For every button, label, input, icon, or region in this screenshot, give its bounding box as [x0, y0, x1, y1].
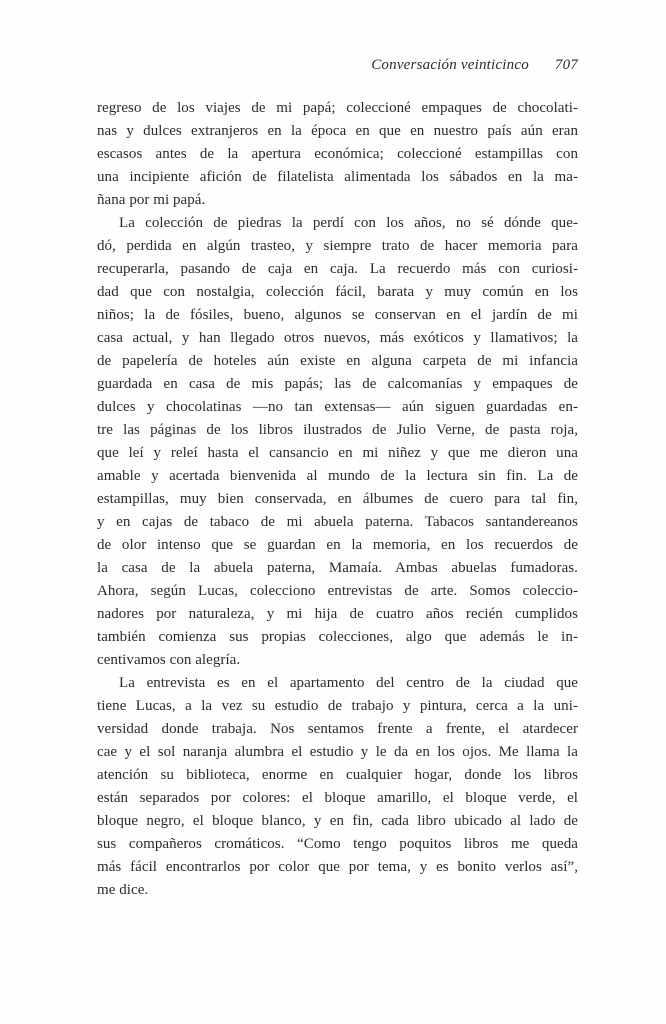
text-line: bloque negro, el bloque blanco, y en fin, cada libro ubicado al lado de	[97, 813, 578, 829]
text-line: que leí y releí hasta el cansancio en mi niñez y que me dieron una	[97, 445, 578, 461]
running-header	[97, 57, 578, 74]
text-line: guardada en casa de mis papás; las de calcomanías y empaques de	[97, 376, 578, 392]
text-line: tre las páginas de los libros ilustrados de Julio Verne, de pasta roja,	[97, 422, 578, 438]
text-line: estampillas, muy bien conservada, en álbumes de cuero para tal fin,	[97, 491, 578, 507]
text-line: Ahora, según Lucas, colecciono entrevistas de arte. Somos coleccio-	[97, 583, 578, 599]
text-line: regreso de los viajes de mi papá; coleccioné empaques de chocolati-	[97, 100, 578, 116]
text-line: una incipiente afición de filatelista alimentada los sábados en la ma-	[97, 169, 578, 185]
text-line: versidad donde trabaja. Nos sentamos frente a frente, el atardecer	[97, 721, 578, 737]
page-number: 707	[554, 57, 578, 73]
text-line: ñana por mi papá.	[97, 192, 206, 208]
paragraph	[97, 672, 578, 902]
chapter-title: Conversación veinticinco	[371, 57, 529, 73]
text-line: centivamos con alegría.	[97, 652, 241, 668]
text-line: sus compañeros cromáticos. “Como tengo poquitos libros me queda	[97, 836, 578, 852]
text-line: la casa de la abuela paterna, Mamaía. Ambas abuelas fumadoras.	[97, 560, 578, 576]
text-line: amable y acertada bienvenida al mundo de la lectura sin fin. La de	[97, 468, 578, 484]
text-line: tiene Lucas, a la vez su estudio de trabajo y pintura, cerca a la uni-	[97, 698, 578, 714]
paragraph	[97, 97, 578, 212]
text-line: me dice.	[97, 882, 149, 898]
text-line: La entrevista es en el apartamento del centro de la ciudad que	[119, 675, 578, 691]
text-line: nas y dulces extranjeros en la época en que en nuestro país aún eran	[97, 123, 578, 139]
text-line: dulces y chocolatinas —no tan extensas— aún siguen guardadas en-	[97, 399, 578, 415]
text-line: niños; la de fósiles, bueno, algunos se conservan en el jardín de mi	[97, 307, 578, 323]
text-line: y en cajas de tabaco de mi abuela paterna. Tabacos santandereanos	[97, 514, 578, 530]
text-line: de papelería de hoteles aún existe en alguna carpeta de mi infancia	[97, 353, 578, 369]
text-block	[97, 97, 578, 902]
text-line: cae y el sol naranja alumbra el estudio y le da en los ojos. Me llama la	[97, 744, 578, 760]
text-line: casa actual, y han llegado otros nuevos, más exóticos y llamativos; la	[97, 330, 578, 346]
text-line: escasos antes de la apertura económica; coleccioné estampillas con	[97, 146, 578, 162]
text-line: más fácil encontrarlos por color que por tema, y es bonito verlos así”,	[97, 859, 578, 875]
text-line: están separados por colores: el bloque amarillo, el bloque verde, el	[97, 790, 578, 806]
text-line: La colección de piedras la perdí con los años, no sé dónde que-	[119, 215, 578, 231]
text-line: dó, perdida en algún trasteo, y siempre trato de hacer memoria para	[97, 238, 578, 254]
text-line: también comienza sus propias colecciones, algo que además le in-	[97, 629, 578, 645]
text-line: atención su biblioteca, enorme en cualquier hogar, donde los libros	[97, 767, 578, 783]
text-line: nadores por naturaleza, y mi hija de cuatro años recién cumplidos	[97, 606, 578, 622]
paragraph	[97, 212, 578, 672]
text-line: de olor intenso que se guardan en la memoria, en los recuerdos de	[97, 537, 578, 553]
text-line: dad que con nostalgia, colección fácil, barata y muy común en los	[97, 284, 578, 300]
text-line: recuperarla, pasando de caja en caja. La recuerdo más con curiosi-	[97, 261, 578, 277]
